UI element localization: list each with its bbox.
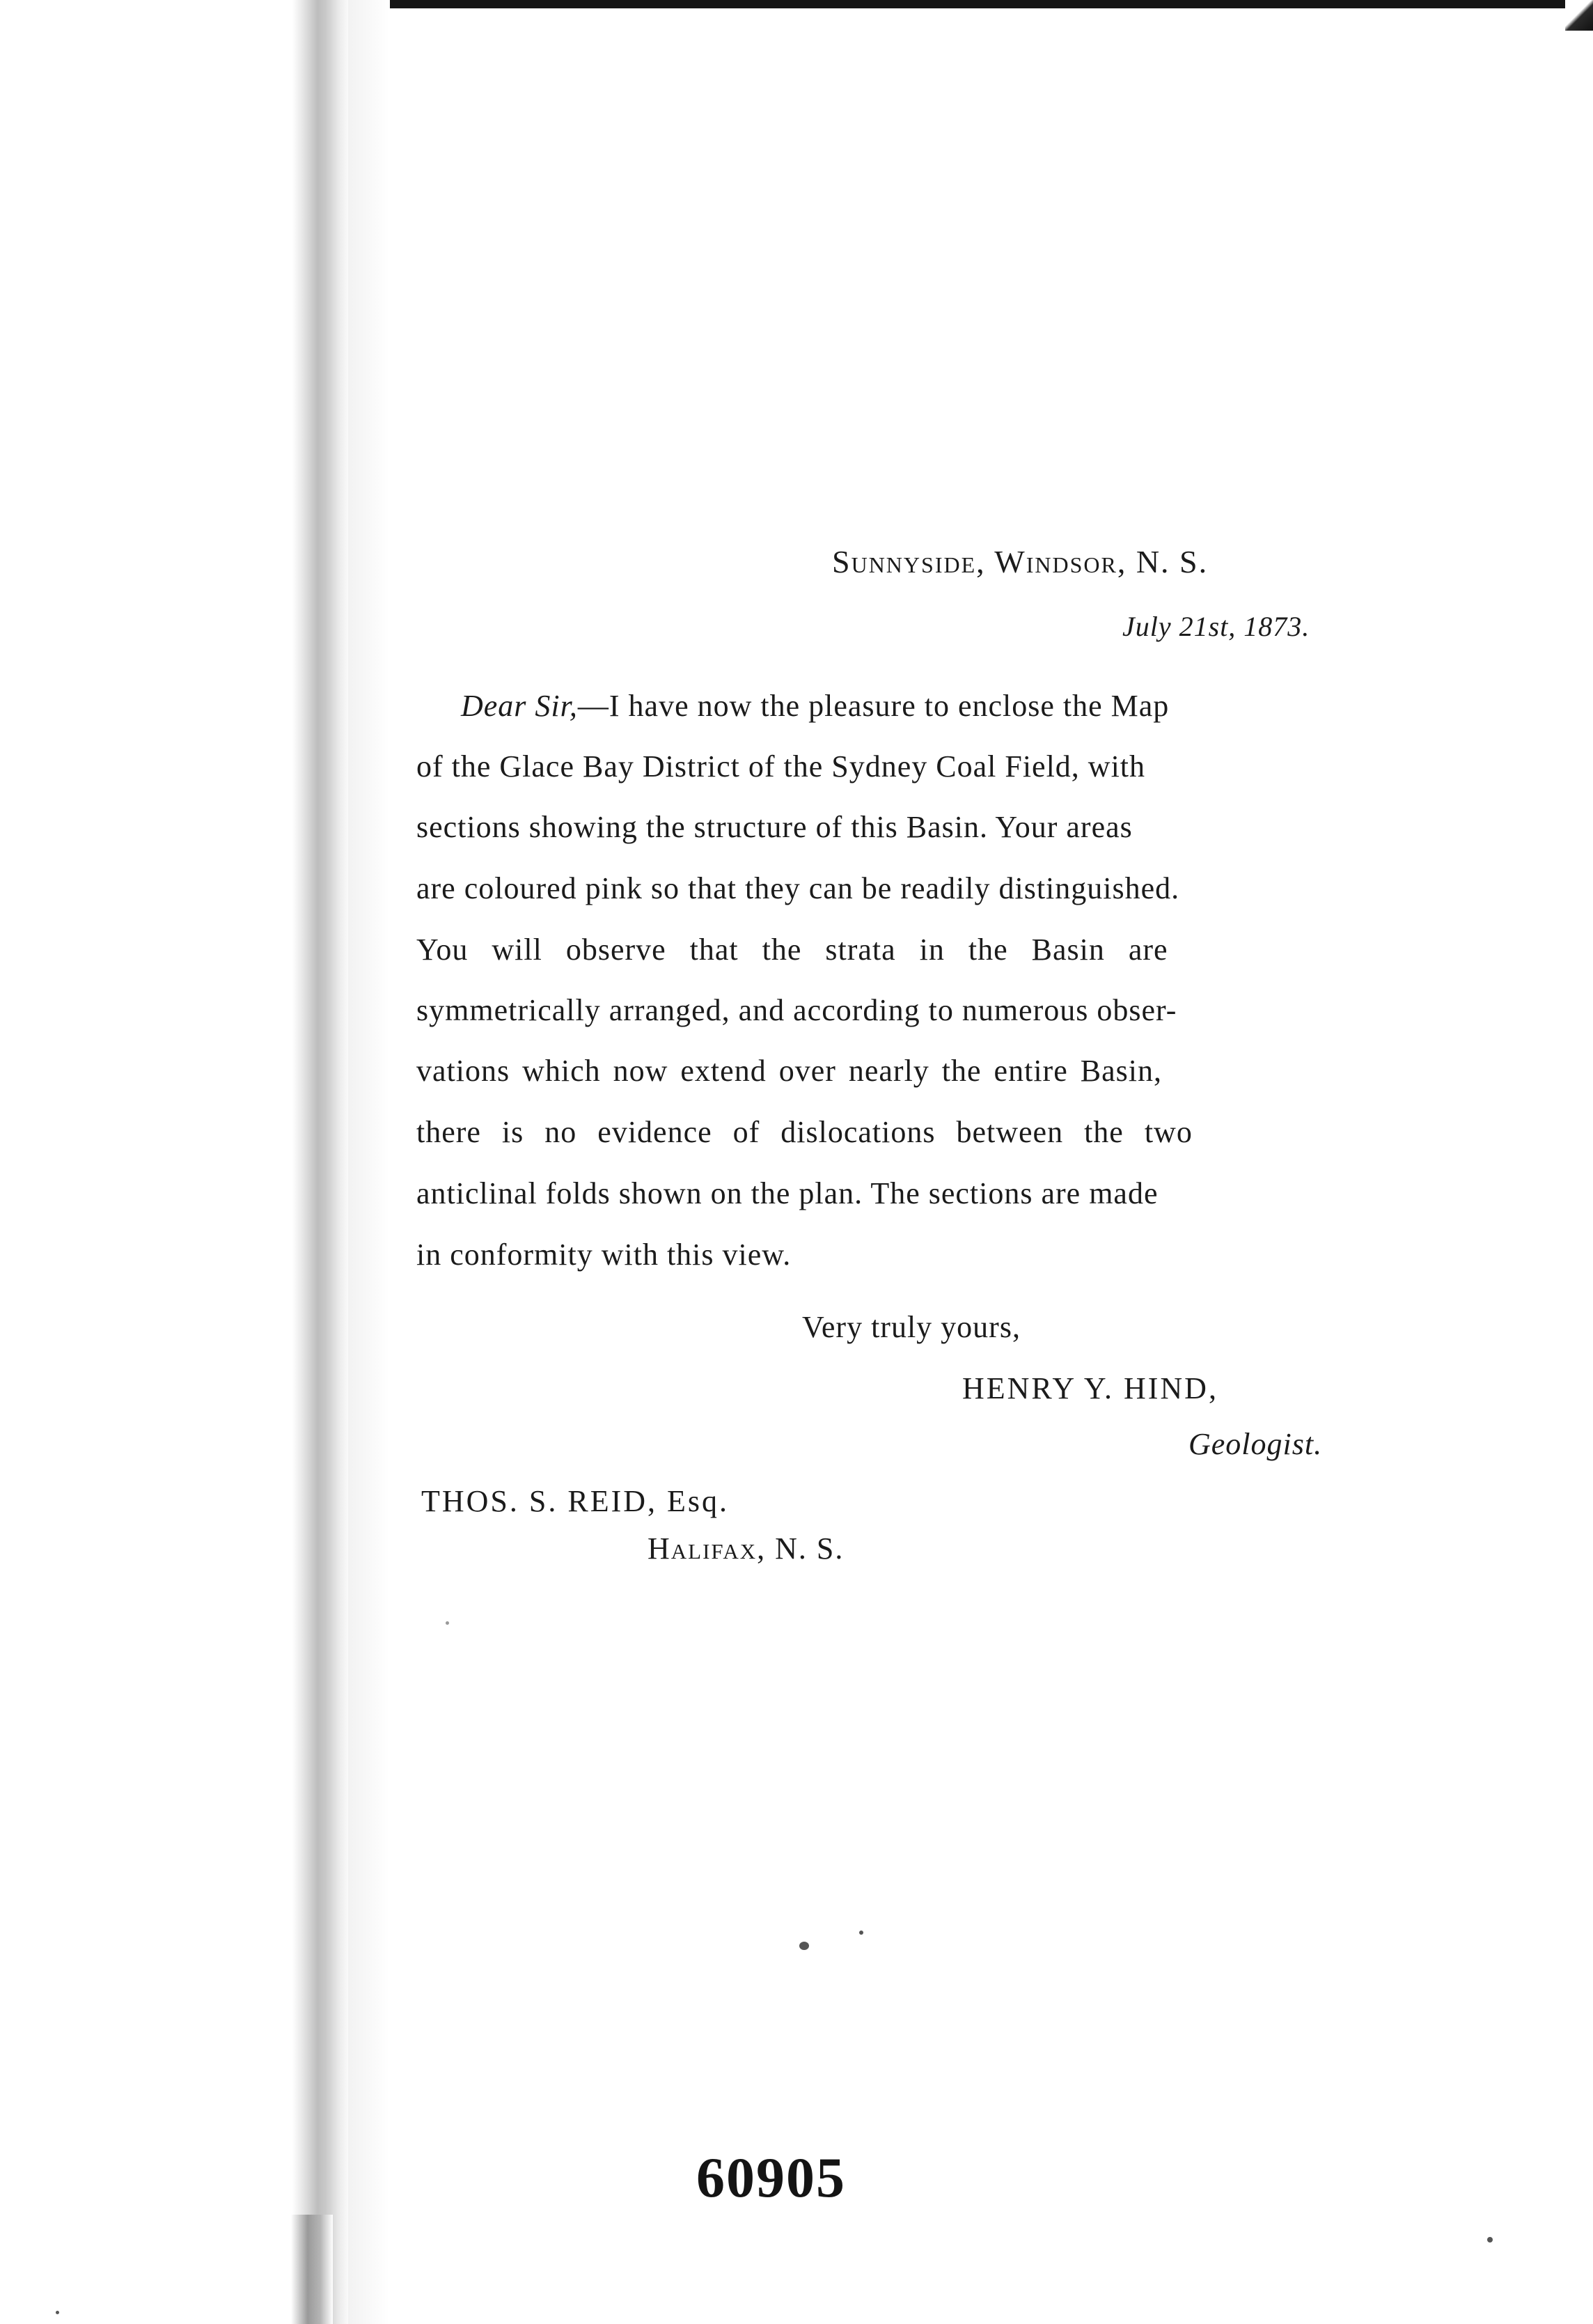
top-border-rule: [299, 0, 1593, 8]
letter-body-line-4: are coloured pink so that they can be readily distinguished.: [416, 871, 1180, 905]
recipient-address: Halifax, N. S.: [648, 1531, 845, 1566]
letter-body-line-10: in conformity with this view.: [416, 1238, 792, 1272]
corner-scan-mark: [1565, 0, 1593, 31]
recipient-name: THOS. S. REID, Esq.: [421, 1484, 730, 1518]
binding-gutter-shadow: [292, 0, 348, 2324]
ink-speck: [56, 2311, 59, 2314]
letter-date: July 21st, 1873.: [1122, 611, 1310, 642]
page-number: 60905: [696, 2146, 846, 2209]
letter-body-line-5: You will observe that the strata in the Basin are: [416, 933, 1168, 967]
letter-body-line-6: symmetrically arranged, and according to numerous obser-: [416, 993, 1177, 1027]
closing: Very truly yours,: [802, 1310, 1021, 1344]
letter-body-line-1: [461, 688, 1169, 724]
salutation: Dear Sir,: [461, 689, 578, 723]
letter-body-line-8: there is no evidence of dislocations between the two: [416, 1115, 1193, 1149]
letter-body-line-7: vations which now extend over nearly the entire Basin,: [416, 1054, 1162, 1088]
letter-body-line-2: of the Glace Bay District of the Sydney Coal Field, with: [416, 749, 1146, 783]
letter-body-line-9: anticlinal folds shown on the plan. The sections are made: [416, 1176, 1159, 1210]
gutter-bottom-shadow: [291, 2215, 333, 2324]
letter-body-line-3: sections showing the structure of this Basin. Your areas: [416, 810, 1133, 844]
ink-speck: [799, 1942, 809, 1950]
signature-title: Geologist.: [1188, 1427, 1323, 1461]
ink-speck: [446, 1621, 449, 1625]
sender-address: Sunnyside, Windsor, N. S.: [832, 544, 1209, 579]
gutter-fade: [348, 0, 390, 2324]
ink-speck: [1487, 2237, 1493, 2243]
body-text: —I have now the pleasure to enclose the Map: [577, 689, 1170, 723]
ink-speck: [859, 1931, 863, 1935]
signature-name: HENRY Y. HIND,: [962, 1371, 1218, 1405]
